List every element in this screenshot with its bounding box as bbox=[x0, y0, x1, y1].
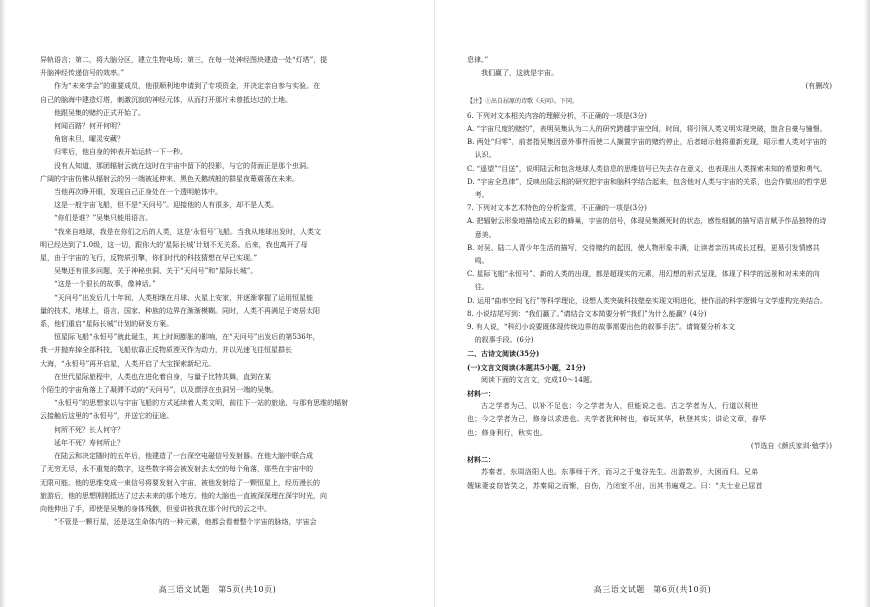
story-line: “永恒号”的思想家以与宇宙飞船的方式延续着人类文明，前往下一站的旅途，与那有思维的辐射 bbox=[54, 399, 349, 408]
material-1-label: 材料一： bbox=[467, 389, 495, 399]
story-line: 升脑神经传递信号的效率。” bbox=[40, 69, 125, 78]
story-line: 无限可能。他的思维变成一束信号将要发射入宇宙，被他发射给了一颗恒星上，经历漫长的 bbox=[40, 478, 320, 487]
story-line: “不管是一颗行星，还是这生命体内的一种元素，他都会看着整个宇宙的脉络，宇宙会 bbox=[54, 518, 317, 527]
story-line: 个陌生的宇宙角落上了凝滞不动的“天问号”，以及漂浮在虫洞另一端的吴集。 bbox=[40, 386, 279, 395]
story-line: 恒星际飞船“永恒号”就此诞生，其上时间膨胀的影响，在“天问号”出发后的第536年， bbox=[54, 333, 320, 342]
material-1-source: (节选自《颜氏家训·勉学》) bbox=[750, 441, 832, 450]
story-line: 在世代星际旅程中，人类也在进化着自身，与量子比特共舞，直到在某 bbox=[54, 372, 271, 381]
material-2-line: 苏秦者，东周洛阳人也。东事师于齐，而习之于鬼谷先生。出游数岁，大困而归。兄弟 bbox=[481, 468, 759, 477]
story-line: 这是一般宇宙飞船，但不是“天问号”。迎接他的人有很多，却不是人类。 bbox=[54, 201, 279, 210]
story-line: 何闻百路？何开何明？ bbox=[54, 122, 124, 131]
material-1-line: 也；今之学者为己，修身以求进也。夫学者犹种树也，春玩其华，秋登其实；讲论文章，春华 bbox=[467, 415, 767, 424]
story-line: 作为“未来学会”的重要成员，他很顺利地申请到了专项资金，并决定亲自参与实验。在 bbox=[54, 82, 321, 91]
q7-option-d: D. 运用“曲率空间飞行”等科学理论，设想人类突破科技壁垒实现文明进化，使作品的科学逻辑与文学虚构完美结合。 bbox=[467, 296, 827, 305]
story-line: 归零后，他自身的钟表开始运转一下一秒。 bbox=[54, 148, 187, 157]
story-line: 大海，“永恒号”再开启星，人类开启了大宝探索新纪元。 bbox=[40, 359, 216, 368]
story-line: 明已经达到了1.0级，这一切，跟你大的‘星际长城’计划不无关系。后来，我也离开了母 bbox=[40, 240, 308, 249]
story-line: 延年不死？寿何所止？ bbox=[54, 438, 124, 447]
material-1-line: 古之学者为己，以补不足也；今之学者为人，但能说之也。古之学者为人，行道以利世 bbox=[481, 402, 759, 411]
subsection-heading: (一)文言文阅读(本题共5小题，21分) bbox=[467, 362, 586, 372]
story-line: 云接触后这里的“永恒号”，并送它的征途。 bbox=[40, 412, 174, 421]
section-heading: 二、古诗文阅读(35分) bbox=[467, 349, 540, 359]
exam-page-6 bbox=[435, 0, 870, 607]
story-line: “你们是谁？”吴集只能用语言。 bbox=[54, 214, 153, 223]
story-line: 息律。” bbox=[467, 56, 489, 64]
story-line: 异轨语言；第二，将大脑分区，建立生物电场；第三，在每一处神经图块建造一处“灯塔”，提 bbox=[40, 56, 328, 64]
story-line: “我来自地球，我是在你们之后的人类，这是‘永恒号’飞船。当我从地球出发时，人类文 bbox=[54, 227, 322, 236]
story-line: 他跟吴集的赌约正式开始了。 bbox=[54, 108, 145, 117]
story-line: 自己的脑海中建造灯塔，刺激沉寂的神经元体，从而打开那片未曾抵达过的土地。 bbox=[40, 95, 292, 104]
question-9-cont: 的叙事手段。(6分) bbox=[474, 336, 534, 345]
page-footer: 高三语文试题 第6页(共10页) bbox=[593, 585, 712, 594]
story-line: 在陆云和决定随时的五年后，他建造了一台深空电磁信号发射器。在他大脑中联合成 bbox=[54, 452, 313, 461]
story-line: 我们赢了，这就是宇宙。 bbox=[481, 69, 558, 78]
story-line: 当他再次睁开眼，发现自己正身处在一个透明舱体中。 bbox=[54, 188, 222, 197]
story-line: 吴集还有很多问题，关于神秘虫洞、关于“天问号”和“星际长城”。 bbox=[54, 267, 258, 276]
story-line: 了无穷无尽，永不重复的数字，这些数字将会被发射去太空的每个角落，那些在宇宙中的 bbox=[40, 465, 313, 474]
q6-option-c: C. “遥望”“目送”，说明陆云和包含地球人类信息的思维信号已失去存在意义，也表现出人类探索未知的希望和勇气。 bbox=[467, 164, 827, 173]
q6-option-b: B. 两处“归零”，前者指吴集因意外事件而使二人搁置宇宙的赌约停止，后者暗示他将重新充现，昭示着人类对宇宙的认识。 bbox=[467, 138, 827, 160]
q7-option-c: C. 星际飞船“永恒号”、新的人类的出现，都是超现实的元素，用幻想的形式呈现，体现了科学的远景和对未来的向往。 bbox=[467, 270, 820, 292]
footnote: 【注】①出自屈原的诗歌《天问》。下同。 bbox=[467, 97, 579, 105]
story-line: 量的技术，地球上，语言、国家、种族的边界在渐渐模糊。同时，人类不再满足于寄居太阳 bbox=[40, 306, 320, 315]
story-line: “这是一个很长的故事，像神话。” bbox=[54, 280, 156, 289]
story-line: 何所不死？长人何守？ bbox=[54, 425, 124, 434]
material-2-label: 材料二： bbox=[467, 455, 495, 465]
story-line: “天问号”出发后几十年间，人类相继在月球、火星上安家，并逐渐掌握了运用恒星能 bbox=[54, 293, 314, 302]
page-footer: 高三语文试题 第5页(共10页) bbox=[158, 585, 277, 594]
story-line: 旅游后，他的思想刚刚抵达了过去未来的那个地方。他的大脑也一直被深深埋在深宇时光，向 bbox=[40, 491, 327, 500]
story-line: 我一并抛弃掉全部科技，飞船依靠正反物质湮灭作为动力，并以光速飞往恒星群长 bbox=[40, 346, 292, 355]
q7-option-a: A. 把辐射云形象地描绘成五彩的蜂巢，宇宙的信号，体现吴集濒死时的状态，感性细腻的描写语言赋予作品独特的诗意美。 bbox=[467, 217, 827, 239]
questions-column bbox=[467, 54, 832, 493]
story-line: 没有人知道，那团辐射云就在这时在宇宙中留下的投影，与它的背面正是那个虫洞。 bbox=[54, 161, 313, 170]
question-6: 6. 下列对文本相关内容的理解分析，不正确的一项是(3分) bbox=[467, 111, 647, 120]
story-line: 星，由于宇宙的飞行，反物质引擎，你们时代的科技猜想在早已实现。” bbox=[40, 254, 258, 263]
q6-option-a: A. “宇宙尺度的赌约”，表明吴集认为二人的研究跨越宇宙空间，时间，将引领人类文明实现突破，饱含自豪与憧憬。 bbox=[467, 125, 827, 134]
q7-option-b: B. 对吴、陆二人青少年生活的描写，交待赌约的起因，使人物形象丰满，让读者亲历其成长过程，更易引发情感共鸣。 bbox=[467, 243, 820, 266]
q6-option-d: D. “宇宙全息律”，反映出陆云相的研究把宇宙和脑科学结合起来，包含他对人类与宇宙的关系，也会作做出的哲学思考。 bbox=[467, 177, 827, 200]
story-text-column bbox=[40, 54, 419, 529]
story-line: 广阔的宇宙仿佛从辐射云的另一端被延伸来，黑色天鹅绒般的群星夜幕震荡在未来。 bbox=[40, 174, 299, 183]
question-7: 7. 下列对文本艺术特色的分析鉴赏，不正确的一项是(3分) bbox=[467, 204, 647, 213]
material-1-line: 也；修身利行，秋实也。 bbox=[467, 428, 548, 437]
question-9: 9. 有人说，“科幻小说要既体现传统边界的故事需要出色的叙事手法”。请简要分析本文 bbox=[467, 323, 736, 332]
story-line: 系，他们重启“星际长城”计划的研发方案。 bbox=[40, 320, 174, 329]
reading-instruction: 阅读下面的文言文，完成10～14题。 bbox=[481, 375, 597, 384]
story-line: 角宿未旦，曜灵安藏？ bbox=[54, 135, 124, 144]
source-note: (有删改) bbox=[805, 82, 832, 91]
question-8: 8. 小说结尾写到：“我们赢了。”请结合文本简要分析“我们”为什么能赢？(4分) bbox=[467, 309, 707, 318]
story-line: 向他伸出了手，即使是吴集的身体残骸，但爱讲彼我在那个时代的云之中。 bbox=[40, 504, 271, 513]
material-2-line: 嫂妹妻妾窃皆笑之，苏秦闻之而惭，自伤，乃闭室不出，出其书遍观之。曰：“夫士业已屈首 bbox=[467, 481, 763, 490]
